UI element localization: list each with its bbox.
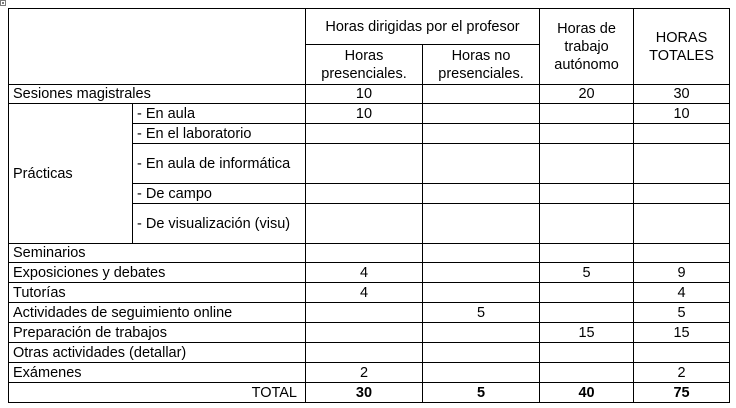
table-row: [9, 283, 730, 303]
cell-presential: 2: [306, 363, 423, 383]
cell-presential: 4: [306, 283, 423, 303]
table-row: [9, 343, 730, 363]
row-sublabel: - En aula: [133, 104, 306, 124]
cell-presential: [306, 184, 423, 204]
cell-total: 9: [634, 263, 730, 283]
cell-non-presential: [423, 244, 540, 263]
cell-non-presential: [423, 263, 540, 283]
cell-total: 10: [634, 104, 730, 124]
totals-row: [9, 383, 730, 403]
header-presential-hours: Horas presenciales.: [306, 45, 423, 85]
cell-autonomous: [540, 124, 634, 144]
table-row: [9, 244, 730, 263]
cell-total: [634, 244, 730, 263]
row-label: Exámenes: [9, 363, 306, 383]
cell-presential: 10: [306, 85, 423, 104]
cell-presential: 4: [306, 263, 423, 283]
cell-autonomous: [540, 144, 634, 184]
cell-non-presential: [423, 184, 540, 204]
totals-label: TOTAL: [9, 383, 306, 403]
cell-autonomous: [540, 104, 634, 124]
table-row: [9, 363, 730, 383]
cell-autonomous: 5: [540, 263, 634, 283]
hours-distribution-table: [8, 8, 730, 403]
total-autonomous: 40: [540, 383, 634, 403]
cell-total: [634, 184, 730, 204]
table-row: [9, 104, 730, 124]
row-sublabel: - De campo: [133, 184, 306, 204]
cell-non-presential: [423, 104, 540, 124]
cell-autonomous: [540, 343, 634, 363]
cell-non-presential: 5: [423, 303, 540, 323]
cell-presential: [306, 244, 423, 263]
row-sublabel: - De visualización (visu): [133, 204, 306, 244]
cell-autonomous: 15: [540, 323, 634, 343]
cell-non-presential: [423, 204, 540, 244]
cell-non-presential: [423, 323, 540, 343]
row-label: Tutorías: [9, 283, 306, 303]
total-non-presential: 5: [423, 383, 540, 403]
cell-autonomous: [540, 184, 634, 204]
total-hours: 75: [634, 383, 730, 403]
table-row: [9, 85, 730, 104]
row-label: Preparación de trabajos: [9, 323, 306, 343]
header-total-hours: HORAS TOTALES: [634, 9, 730, 85]
cell-non-presential: [423, 124, 540, 144]
header-non-presential-hours: Horas no presenciales.: [423, 45, 540, 85]
cell-total: [634, 144, 730, 184]
row-label: Otras actividades (detallar): [9, 343, 306, 363]
cell-non-presential: [423, 283, 540, 303]
cell-presential: [306, 343, 423, 363]
row-label: Actividades de seguimiento online: [9, 303, 306, 323]
table-row: [9, 263, 730, 283]
cell-total: 4: [634, 283, 730, 303]
cell-total: [634, 124, 730, 144]
cell-non-presential: [423, 144, 540, 184]
cell-non-presential: [423, 85, 540, 104]
cell-autonomous: [540, 204, 634, 244]
header-guided-hours: Horas dirigidas por el profesor: [306, 9, 540, 45]
table-row: [9, 303, 730, 323]
row-label: Exposiciones y debates: [9, 263, 306, 283]
cell-total: 2: [634, 363, 730, 383]
cell-total: [634, 204, 730, 244]
row-group-label-practicas: Prácticas: [9, 104, 133, 244]
cell-presential: [306, 124, 423, 144]
header-empty-cell: [9, 9, 306, 85]
cell-autonomous: [540, 303, 634, 323]
cell-presential: [306, 144, 423, 184]
cell-autonomous: [540, 244, 634, 263]
cell-autonomous: [540, 363, 634, 383]
row-sublabel: - En aula de informática: [133, 144, 306, 184]
cell-presential: [306, 204, 423, 244]
cell-presential: [306, 303, 423, 323]
total-presential: 30: [306, 383, 423, 403]
cell-total: 30: [634, 85, 730, 104]
cell-presential: [306, 323, 423, 343]
cell-autonomous: [540, 283, 634, 303]
cell-total: [634, 343, 730, 363]
table-move-handle[interactable]: [0, 0, 6, 6]
cell-presential: 10: [306, 104, 423, 124]
cell-non-presential: [423, 343, 540, 363]
row-label: Sesiones magistrales: [9, 85, 306, 104]
table-row: [9, 323, 730, 343]
row-label: Seminarios: [9, 244, 306, 263]
cell-total: 5: [634, 303, 730, 323]
row-sublabel: - En el laboratorio: [133, 124, 306, 144]
cell-total: 15: [634, 323, 730, 343]
cell-non-presential: [423, 363, 540, 383]
header-autonomous-hours: Horas de trabajo autónomo: [540, 9, 634, 85]
cell-autonomous: 20: [540, 85, 634, 104]
